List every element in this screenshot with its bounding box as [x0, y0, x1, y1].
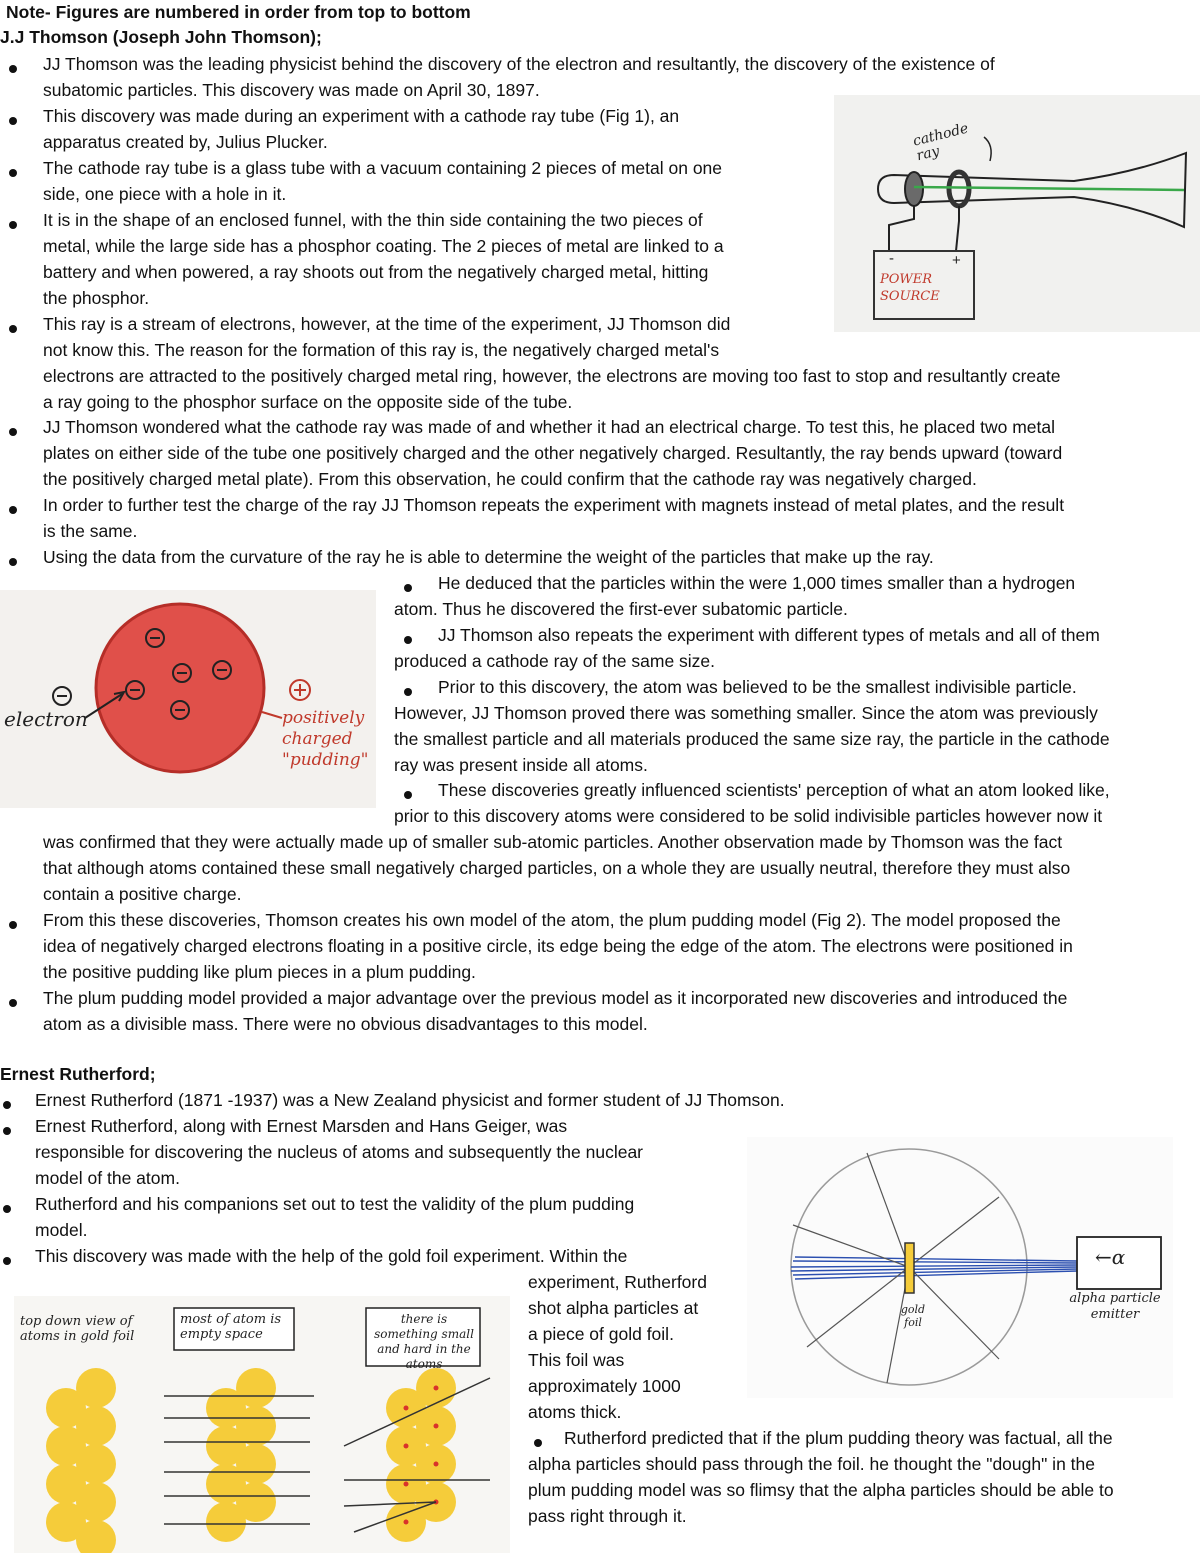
bullet: [9, 117, 17, 125]
text-line: experiment, Rutherford: [528, 1272, 707, 1292]
text-line: JJ Thomson was the leading physicist behind the discovery of the electron and resultantly, the discovery of the existence of: [43, 54, 995, 74]
text-line: the smallest particle and all materials produced the same size ray, the particle in the cathode: [394, 729, 1110, 749]
electron-label: electron: [4, 707, 88, 731]
bullet: [9, 506, 17, 514]
power-source-label: POWER SOURCE: [880, 272, 940, 304]
gold-foil-strip: [905, 1243, 914, 1293]
text-line: subatomic particles. This discovery was made on April 30, 1897.: [43, 80, 540, 100]
page-note: Note- Figures are numbered in order from top to bottom: [6, 2, 471, 22]
text-line: Rutherford predicted that if the plum pudding theory was factual, all the: [564, 1428, 1113, 1448]
text-line: It is in the shape of an enclosed funnel, with the thin side containing the two pieces of: [43, 210, 703, 230]
text-line: This ray is a stream of electrons, however, at the time of the experiment, JJ Thomson did: [43, 314, 731, 334]
bullet: [9, 325, 17, 333]
bullet: [9, 428, 17, 436]
text-line: not know this. The reason for the formation of this ray is, the negatively charged metal's: [43, 340, 720, 360]
bullet: [534, 1439, 542, 1447]
text-line: the positive pudding like plum pieces in a plum pudding.: [43, 962, 476, 982]
atoms-column-a: [46, 1368, 116, 1553]
empty-space-label: most of atom is empty space: [180, 1312, 282, 1342]
text-line: Ernest Rutherford (1871 -1937) was a New Zealand physicist and former student of JJ Thomson.: [35, 1090, 785, 1110]
rutherford-heading: Ernest Rutherford;: [0, 1064, 156, 1084]
text-line: These discoveries greatly influenced scientists' perception of what an atom looked like,: [438, 780, 1110, 800]
text-line: Prior to this discovery, the atom was believed to be the smallest indivisible particle.: [438, 677, 1077, 697]
bullet: [3, 1205, 11, 1213]
text-line: side, one piece with a hole in it.: [43, 184, 287, 204]
plus-terminal: +: [952, 252, 961, 269]
positive-pudding-label: positively charged "pudding": [282, 708, 369, 770]
text-line: This discovery was made with the help of the gold foil experiment. Within the: [35, 1246, 628, 1266]
top-down-view-label: top down view of atoms in gold foil: [20, 1314, 135, 1344]
small-hard-label: there is something small and hard in the atoms: [374, 1312, 474, 1371]
text-line: that although atoms contained these small negatively charged particles, on a whole they are usually neutral, therefore they must also: [43, 858, 1071, 878]
text-line: pass right through it.: [528, 1506, 687, 1526]
bullet: [3, 1101, 11, 1109]
alpha-emitter-label: alpha particle emitter: [1069, 1291, 1161, 1322]
wire-positive: [956, 206, 959, 251]
bullet: [9, 169, 17, 177]
text-line: In order to further test the charge of the ray JJ Thomson repeats the experiment with magnets instead of metal plates, and the result: [43, 495, 1065, 515]
bullet: [9, 65, 17, 73]
text-line: model.: [35, 1220, 88, 1240]
bullet: [3, 1127, 11, 1135]
text-line: He deduced that the particles within the were 1,000 times smaller than a hydrogen: [438, 573, 1076, 593]
bullet: [404, 688, 412, 696]
text-line: From this these discoveries, Thomson creates his own model of the atom, the plum pudding model (Fig 2). The model proposed the: [43, 910, 1061, 930]
text-line: The plum pudding model provided a major advantage over the previous model as it incorporated new discoveries and introduced the: [43, 988, 1068, 1008]
cathode-plate: [905, 172, 923, 206]
text-line: This discovery was made during an experiment with a cathode ray tube (Fig 1), an: [43, 106, 680, 126]
bullet: [3, 1257, 11, 1265]
alpha-particle-paths: [791, 1257, 1077, 1279]
figure-cathode-ray-tube: [834, 95, 1200, 332]
text-line: atom. Thus he discovered the first-ever subatomic particle.: [394, 599, 848, 619]
cathode-ray-label: cathode ray: [911, 120, 971, 165]
bullet: [9, 921, 17, 929]
text-line: plates on either side of the tube one positively charged and the other negatively charged. Resultantly, the ray bends upward (toward: [43, 443, 1063, 463]
positive-pudding-sphere: [96, 604, 264, 772]
minus-terminal: -: [889, 250, 894, 267]
gold-foil-label: gold foil: [900, 1303, 926, 1329]
figure-gold-foil-apparatus: [747, 1137, 1173, 1398]
text-line: plum pudding model was so flimsy that the alpha particles should be able to: [528, 1480, 1114, 1500]
text-line: apparatus created by, Julius Plucker.: [43, 132, 328, 152]
text-line: was confirmed that they were actually made up of smaller sub-atomic particles. Another observation made by Thomson was the fact: [43, 832, 1063, 852]
text-line: Ernest Rutherford, along with Ernest Marsden and Hans Geiger, was: [35, 1116, 568, 1136]
bullet: [404, 584, 412, 592]
text-line: idea of negatively charged electrons floating in a positive circle, its edge being the edge of the atom. The electrons were positioned in: [43, 936, 1073, 956]
text-line: model of the atom.: [35, 1168, 180, 1188]
text-line: responsible for discovering the nucleus of atoms and subsequently the nuclear: [35, 1142, 644, 1162]
text-line: However, JJ Thomson proved there was something smaller. Since the atom was previously: [394, 703, 1098, 723]
figure-gold-foil-atoms: [14, 1296, 510, 1553]
text-line: prior to this discovery atoms were considered to be solid indivisible particles however now it: [394, 806, 1103, 826]
text-line: The cathode ray tube is a glass tube with a vacuum containing 2 pieces of metal on one: [43, 158, 723, 178]
bullet: [9, 558, 17, 566]
text-line: JJ Thomson also repeats the experiment with different types of metals and all of them: [438, 625, 1100, 645]
text-line: produced a cathode ray of the same size.: [394, 651, 716, 671]
text-line: alpha particles should pass through the foil. he thought the "dough" in the: [528, 1454, 1095, 1474]
cathode-ray-beam: [914, 187, 1184, 190]
text-line: contain a positive charge.: [43, 884, 242, 904]
pudding-arrow: [262, 712, 282, 718]
wire-negative: [889, 206, 914, 251]
atoms-column-b: [206, 1368, 276, 1542]
bullet: [9, 999, 17, 1007]
bullet: [9, 221, 17, 229]
bullet: [404, 636, 412, 644]
text-line: battery and when powered, a ray shoots out from the negatively charged metal, hitting: [43, 262, 709, 282]
text-line: electrons are attracted to the positively charged metal ring, however, the electrons are moving too fast to stop and resultantly create: [43, 366, 1061, 386]
text-line: This foil was: [528, 1350, 625, 1370]
text-line: JJ Thomson wondered what the cathode ray was made of and whether it had an electrical charge. To test this, he placed two metal: [43, 417, 1056, 437]
thomson-heading: J.J Thomson (Joseph John Thomson);: [0, 27, 322, 47]
alpha-symbol: ←α: [1095, 1245, 1126, 1269]
text-line: the phosphor.: [43, 288, 150, 308]
text-line: atom as a divisible mass. There were no obvious disadvantages to this model.: [43, 1014, 648, 1034]
figure-plum-pudding: [0, 590, 376, 808]
text-line: approximately 1000: [528, 1376, 681, 1396]
text-line: is the same.: [43, 521, 138, 541]
text-line: metal, while the large side has a phosphor coating. The 2 pieces of metal are linked to a: [43, 236, 724, 256]
text-line: the positively charged metal plate). From this observation, he could confirm that the cathode ray was negatively charged.: [43, 469, 977, 489]
text-line: a ray going to the phosphor surface on the opposite side of the tube.: [43, 392, 573, 412]
text-line: Using the data from the curvature of the ray he is able to determine the weight of the particles that make up the ray.: [43, 547, 934, 567]
text-line: atoms thick.: [528, 1402, 622, 1422]
text-line: Rutherford and his companions set out to test the validity of the plum pudding: [35, 1194, 635, 1214]
text-line: shot alpha particles at: [528, 1298, 699, 1318]
text-line: ray was present inside all atoms.: [394, 755, 648, 775]
bullet: [404, 791, 412, 799]
text-line: a piece of gold foil.: [528, 1324, 674, 1344]
